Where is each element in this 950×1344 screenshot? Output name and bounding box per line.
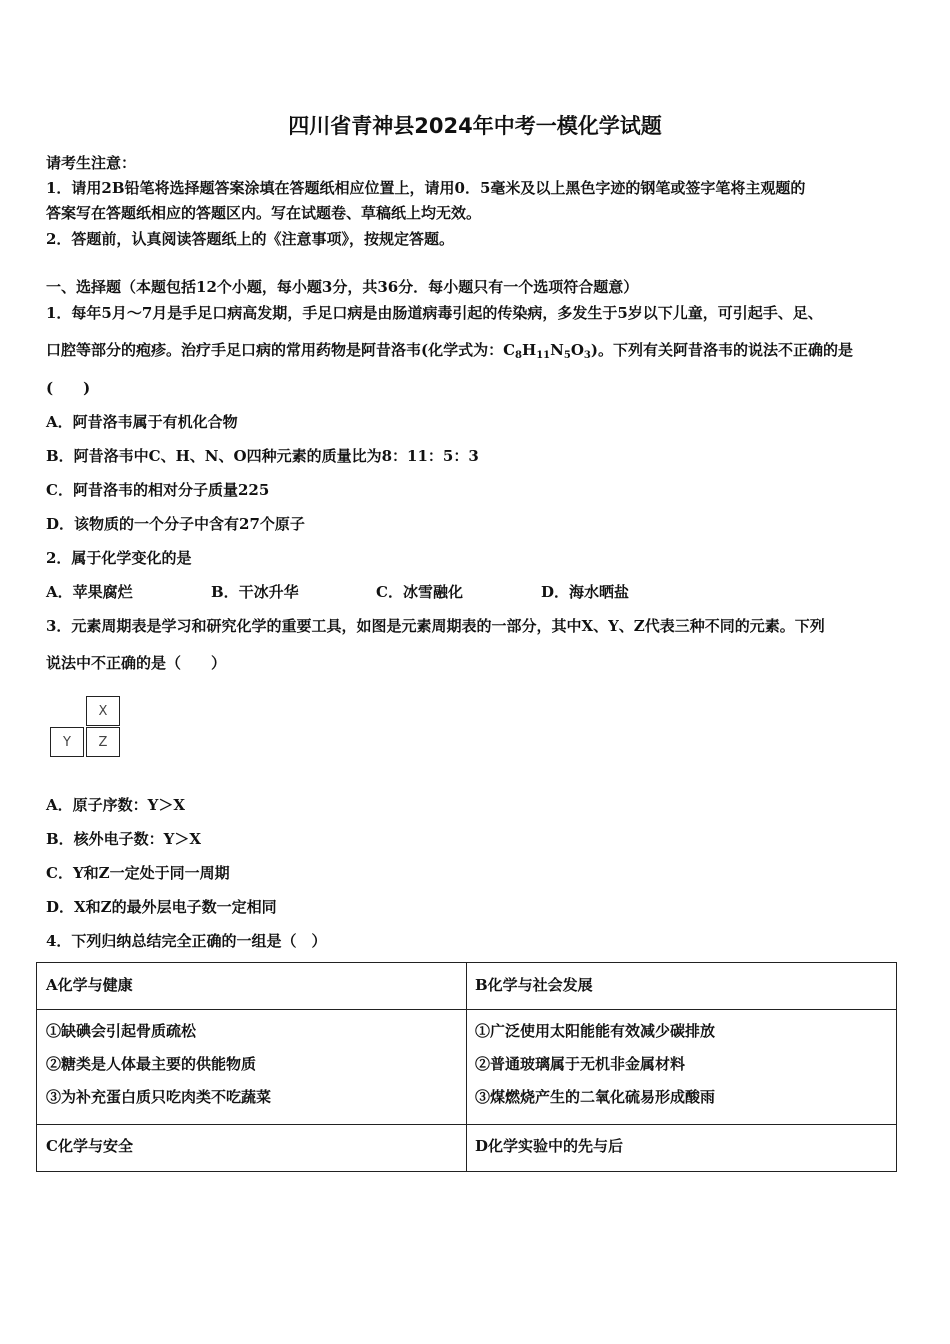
table-divider-vertical — [466, 963, 467, 1171]
cell-a-header: A化学与健康 — [46, 976, 133, 994]
cell-b-item-3: ③煤燃烧产生的二氧化硫易形成酸雨 — [475, 1088, 716, 1106]
notice-heading: 请考生注意： — [46, 154, 137, 172]
q3-stem-line-1: 3．元素周期表是学习和研究化学的重要工具，如图是元素周期表的一部分，其中X、Y、Z代表三种不同的元素。下列 — [46, 617, 825, 635]
q2-option-b: B．干冰升华 — [211, 583, 299, 601]
cell-a-item-1: ①缺碘会引起骨质疏松 — [46, 1022, 197, 1040]
periodic-table-fragment — [50, 696, 122, 758]
cell-b-item-1: ①广泛使用太阳能能有效减少碳排放 — [475, 1022, 716, 1040]
q2-stem: 2．属于化学变化的是 — [46, 549, 192, 567]
cell-d-header: D化学实验中的先与后 — [475, 1137, 624, 1155]
q1-option-a: A．阿昔洛韦属于有机化合物 — [46, 413, 238, 431]
section-heading: 一、选择题（本题包括12个小题，每小题3分，共36分．每小题只有一个选项符合题意） — [46, 278, 639, 296]
page-title: 四川省青神县2024年中考一模化学试题 — [288, 114, 662, 138]
q2-option-c: C．冰雪融化 — [376, 583, 463, 601]
q1-stem-line-2: 口腔等部分的疱疹。治疗手足口病的常用药物是阿昔洛韦(化学式为：$C_8H_{11}N_5O_3$)。下列有关阿昔洛韦的说法不正确的是 — [46, 341, 853, 361]
q4-table — [36, 962, 897, 1172]
table-divider-1 — [37, 1009, 896, 1010]
q1-stem-line-1: 1．每年5月～7月是手足口病高发期，手足口病是由肠道病毒引起的传染病，多发生于5岁以下儿童，可引起手、足、 — [46, 304, 823, 322]
q3-option-d: D．X和Z的最外层电子数一定相同 — [46, 898, 277, 916]
notice-line-1b: 答案写在答题纸相应的答题区内。写在试题卷、草稿纸上均无效。 — [46, 204, 482, 222]
cell-y: Y — [50, 727, 84, 757]
q1-option-d: D．该物质的一个分子中含有27个原子 — [46, 515, 305, 533]
notice-line-2: 2．答题前，认真阅读答题纸上的《注意事项》，按规定答题。 — [46, 230, 454, 248]
cell-a-item-3: ③为补充蛋白质只吃肉类不吃蔬菜 — [46, 1088, 272, 1106]
notice-line-1: 1．请用2B铅笔将选择题答案涂填在答题纸相应位置上，请用0．5毫米及以上黑色字迹的钢笔或签字笔将主观题的 — [46, 179, 806, 197]
cell-z: Z — [86, 727, 120, 757]
cell-c-header: C化学与安全 — [46, 1137, 133, 1155]
q1-answer-paren: ( ) — [46, 379, 91, 397]
q2-option-a: A．苹果腐烂 — [46, 583, 133, 601]
cell-b-item-2: ②普通玻璃属于无机非金属材料 — [475, 1055, 686, 1073]
q1-option-c: C．阿昔洛韦的相对分子质量225 — [46, 481, 270, 499]
q2-option-d: D．海水晒盐 — [541, 583, 630, 601]
q4-stem: 4．下列归纳总结完全正确的一组是（ ） — [46, 932, 327, 950]
q3-option-b: B．核外电子数：Y＞X — [46, 830, 202, 848]
q3-option-c: C．Y和Z一定处于同一周期 — [46, 864, 230, 882]
cell-a-item-2: ②糖类是人体最主要的供能物质 — [46, 1055, 257, 1073]
cell-x: X — [86, 696, 120, 726]
q1-option-b: B．阿昔洛韦中C、H、N、O四种元素的质量比为8：11：5：3 — [46, 447, 479, 465]
q3-stem-line-2: 说法中不正确的是（ ） — [46, 654, 227, 672]
table-divider-2 — [37, 1124, 896, 1125]
cell-b-header: B化学与社会发展 — [475, 976, 593, 994]
q3-option-a: A．原子序数：Y＞X — [46, 796, 185, 814]
